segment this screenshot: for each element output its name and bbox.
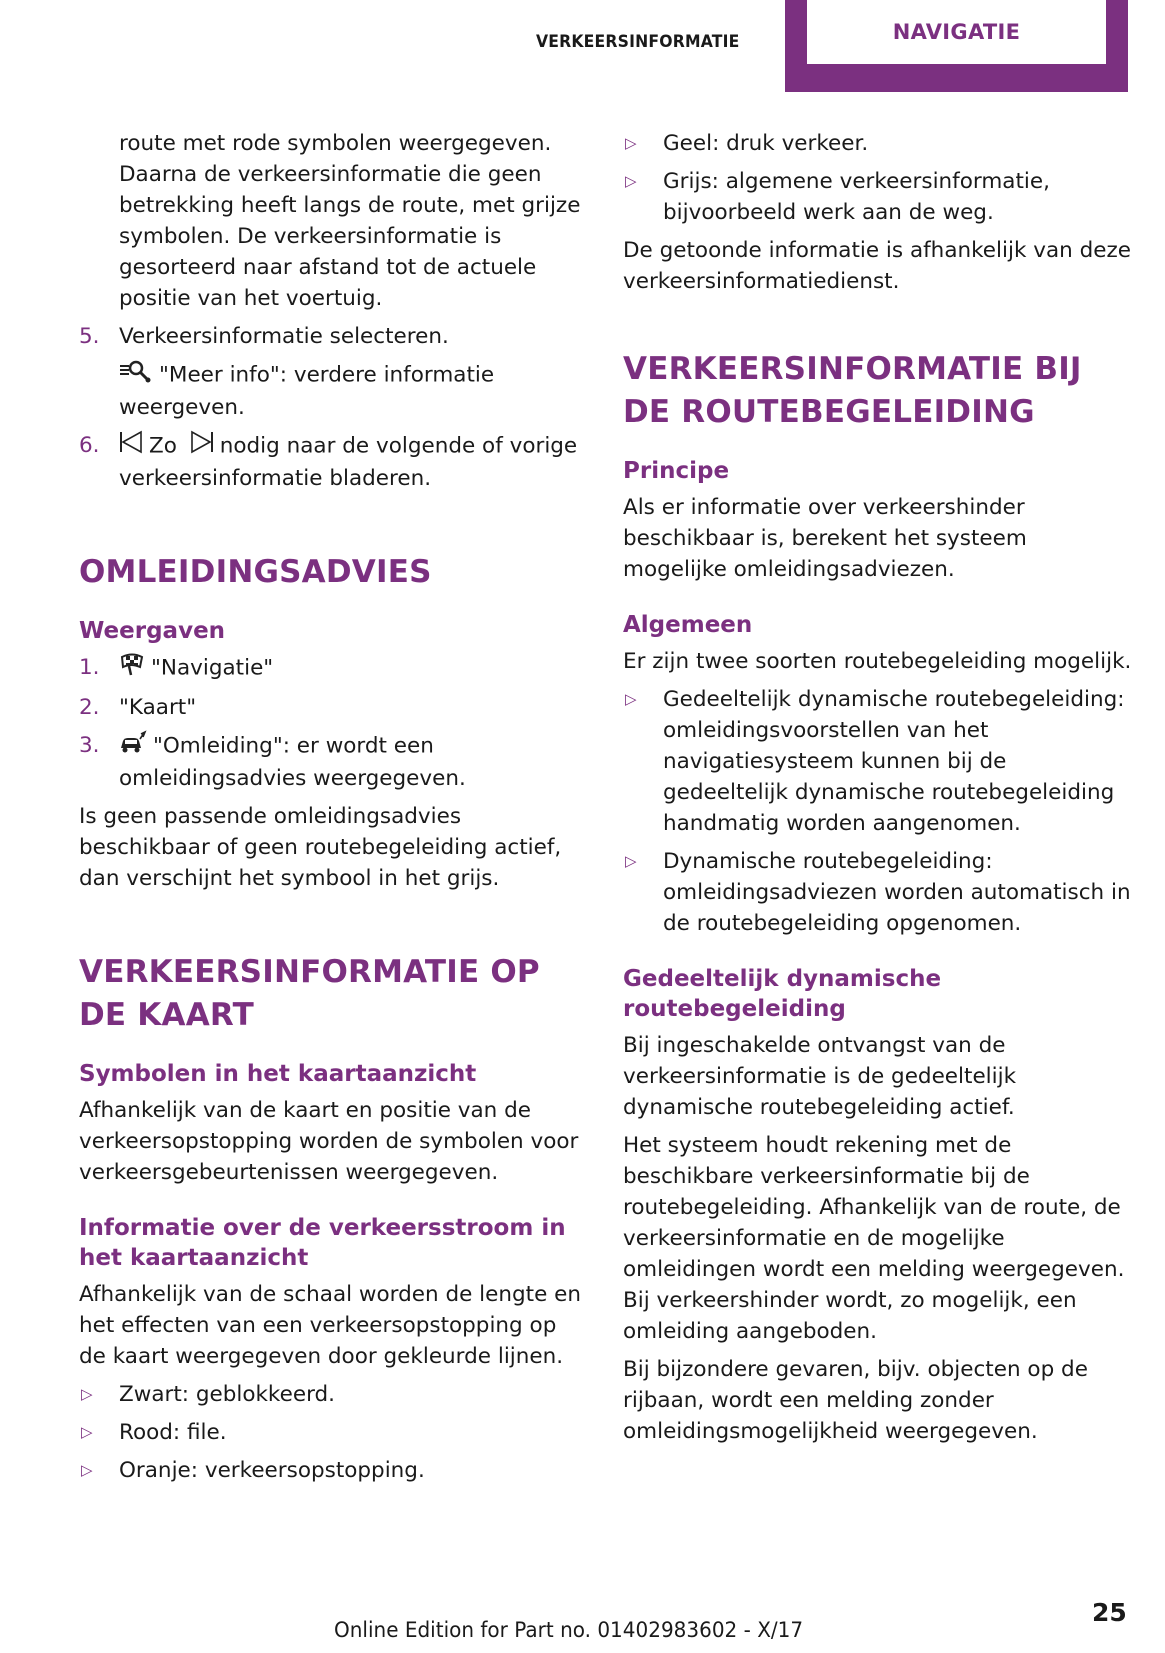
algemeen-paragraph: Er zijn twee soorten routebegeleiding mogelijk. [623,649,1132,674]
footer-edition: Online Edition for Part no. 01402983602 - X/17 [334,1618,804,1643]
subheading-gedeeltelijk: Gedeeltelijk dynamische routebegeleiding [623,966,942,1022]
heading-routebegeleiding: VERKEERSINFORMATIE BIJ DE ROUTEBEGELEIDING [623,351,1082,430]
gedeeltelijk-paragraph-2: Het systeem houdt rekening met de beschikbare verkeersinformatie bij de routebegeleiding. Afhankelijk van de route, de verkeersinformatie en de mogelijke omleidingen wordt een melding weergegeven. Bij verkeershinder wordt, zo mogelijk, een omleiding aangeboden. [623,1133,1125,1344]
car-detour-icon [119,730,147,763]
bullet-text: Grijs: algemene verkeersinformatie, bijvoorbeeld werk aan de weg. [663,169,1050,225]
subheading-principe: Principe [623,458,730,484]
verkeersstroom-paragraph: Afhankelijk van de schaal worden de lengte en het effecten van een verkeersopstopping op de kaart weergegeven door gekleurde lijnen. [79,1282,581,1369]
skip-forward-icon [190,430,214,463]
dienst-paragraph: De getoonde informatie is afhankelijk van deze verkeersinformatiedienst. [623,238,1131,294]
subheading-verkeersstroom: Informatie over de verkeersstroom in het kaartaanzicht [79,1215,566,1271]
bullet-text: Dynamische routebegeleiding: omleidingsadviezen worden automatisch in de routebegeleiding opgenomen. [663,849,1131,936]
step-text-wrap [119,730,584,794]
step-number: 1. [79,655,100,680]
bullet-triangle-icon: ▷ [81,1461,93,1479]
chapter-tab [785,0,1128,92]
bullet-text: Rood: file. [119,1420,227,1445]
continuation-paragraph: route met rode symbolen weergegeven. Daarna de verkeersinformatie die geen betrekking heeft langs de route, met grijze symbolen. De verkeersinformatie is gesorteerd naar afstand tot de actuele positie van het voertuig. [119,131,581,311]
bullet-triangle-icon: ▷ [81,1423,93,1441]
bullet-triangle-icon: ▷ [81,1385,93,1403]
heading-omleidingsadvies: OMLEIDINGSADVIES [79,554,432,590]
symbolen-paragraph: Afhankelijk van de kaart en positie van de verkeersopstopping worden de symbolen voor verkeersgebeurtenissen weergegeven. [79,1098,579,1185]
bullet-text: Zwart: geblokkeerd. [119,1382,336,1407]
bullet-item [623,846,1133,939]
right-column [623,128,1133,1454]
subheading-algemeen: Algemeen [623,612,753,638]
subheading-symbolen: Symbolen in het kaartaanzicht [79,1061,477,1087]
omleiding-note: Is geen passende omleidingsadvies beschikbaar of geen routebegeleiding actief, dan verschijnt het symbool in het grijs. [79,804,562,891]
skip-back-icon [119,430,143,463]
bullet-item [79,1379,584,1410]
checkered-flag-icon [119,652,145,685]
bullet-item [623,128,1133,159]
bullet-item [623,166,1133,228]
weergaven-step-3 [79,730,584,794]
page-number: 25 [1092,1598,1127,1627]
magnifier-list-icon [119,359,153,392]
bullet-triangle-icon: ▷ [625,690,637,708]
weergaven-step-1 [79,652,584,685]
step-text: "Navigatie" [151,655,274,681]
step-text-wrap [119,652,273,685]
step-5 [79,321,584,352]
bullet-text: Oranje: verkeersopstopping. [119,1458,425,1483]
bullet-item [79,1417,584,1448]
step-number: 2. [79,695,100,720]
step-number: 3. [79,733,100,758]
step-text [119,430,584,494]
step-text: "Kaart" [119,695,197,720]
step-6 [79,430,584,494]
bullet-item [623,684,1133,839]
bullet-item [79,1455,584,1486]
step-number: 6. [79,433,100,458]
step-text-b: nodig naar de volgende of vorige verkeersinformatie bladeren. [119,433,578,491]
meer-info-line [79,359,584,423]
step-text: Verkeersinformatie selecteren. [119,324,449,349]
heading-verkeersinformatie-kaart: VERKEERSINFORMATIE OP DE KAART [79,954,540,1033]
principe-paragraph: Als er informatie over verkeershinder beschikbaar is, berekent het systeem mogelijke omleidingsadviezen. [623,495,1027,582]
step-number: 5. [79,324,100,349]
step-text-a: Zo [149,433,177,459]
left-column [79,128,584,1493]
chapter-tab-inner [807,0,1106,64]
bullet-triangle-icon: ▷ [625,134,637,152]
bullet-triangle-icon: ▷ [625,852,637,870]
weergaven-step-2 [79,692,584,723]
subheading-weergaven: Weergaven [79,618,226,644]
chapter-tab-label: NAVIGATIE [892,20,1021,44]
step-text: "Omleiding": er wordt een omleidingsadvies weergegeven. [119,733,466,791]
bullet-text: Geel: druk verkeer. [663,131,869,156]
meer-info-text: "Meer info": verdere informatie weergeven. [119,362,495,420]
gedeeltelijk-paragraph-3: Bij bijzondere gevaren, bijv. objecten op de rijbaan, wordt een melding zonder omleidingsmogelijkheid weergegeven. [623,1357,1088,1444]
bullet-text: Gedeeltelijk dynamische routebegeleiding: omleidingsvoorstellen van het navigatiesysteem kunnen bij de gedeeltelijk dynamische routebegeleiding handmatig worden aangenomen. [663,687,1125,836]
running-header-section: VERKEERSINFORMATIE [536,32,740,52]
gedeeltelijk-paragraph-1: Bij ingeschakelde ontvangst van de verkeersinformatie is de gedeeltelijk dynamische routebegeleiding actief. [623,1033,1017,1120]
bullet-triangle-icon: ▷ [625,172,637,190]
